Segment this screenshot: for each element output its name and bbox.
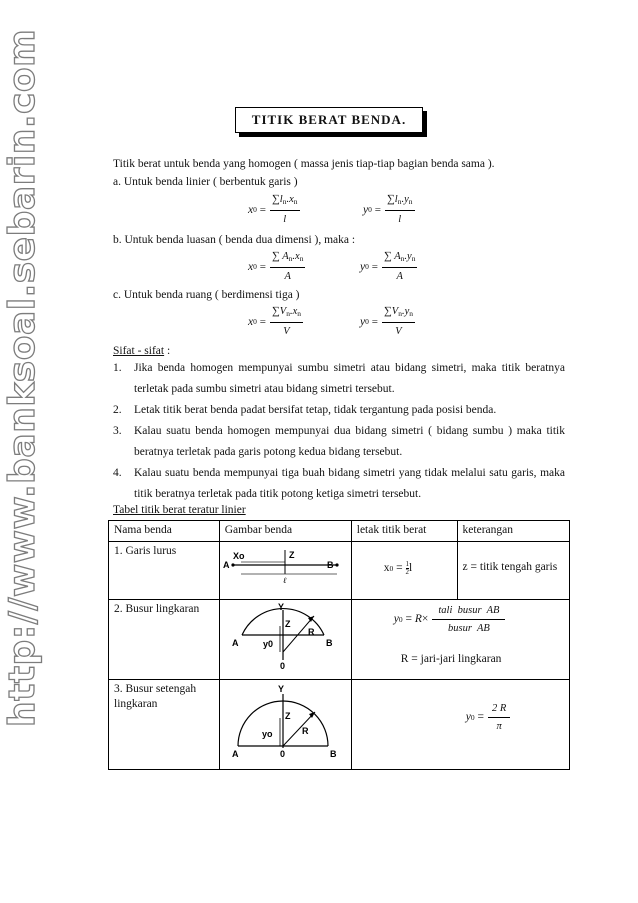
arc-figure bbox=[228, 602, 346, 672]
sifat-item: 3. Kalau suatu benda homogen mempunyai dua bidang simetri ( bidang sumbu ) maka titik beratnya terletak pada garis potong kedua bidang tersebut. bbox=[113, 425, 565, 458]
sifat-item: 2. Letak titik berat benda padat bersifat tetap, tidak tergantung pada posisi benda. bbox=[113, 404, 497, 416]
fig-label-b: B bbox=[326, 560, 334, 570]
fig-label-a: A bbox=[222, 560, 230, 570]
fig-label-l: ℓ bbox=[282, 576, 287, 585]
table-row bbox=[109, 680, 570, 770]
table-row bbox=[109, 542, 570, 600]
fig-label-xo: Xo bbox=[232, 551, 245, 561]
table-header-row bbox=[109, 521, 570, 542]
position-formula: x 0 = $\frac{1}{2}$ l bbox=[383, 560, 413, 576]
arc-formula-cell bbox=[351, 600, 569, 680]
figure-cell bbox=[219, 680, 351, 770]
fig-label-b: B bbox=[329, 749, 337, 759]
section-a-label: a. Untuk benda linier ( berbentuk garis ) bbox=[113, 176, 298, 188]
formula-c-y0: y 0 = $\frac{\sum V_n.y_n}{V}$ bbox=[360, 305, 414, 337]
section-c-label: c. Untuk benda ruang ( berdimensi tiga ) bbox=[113, 289, 300, 301]
row-name: 1. Garis lurus bbox=[109, 542, 220, 600]
fig-label-r: R bbox=[307, 627, 315, 637]
figure-cell bbox=[219, 542, 351, 600]
page-title: TITIK BERAT BENDA. bbox=[235, 107, 423, 133]
semicircle-figure bbox=[228, 682, 346, 762]
figure-cell bbox=[219, 600, 351, 680]
fig-label-origin: 0 bbox=[279, 749, 285, 759]
fig-label-y: Y bbox=[277, 684, 284, 694]
formula-a-x0: x 0 = $\frac{\sum l_n.x_n}{l}$ bbox=[248, 193, 298, 225]
formula-c-x0: x 0 = $\frac{\sum V_n.x_n}{V}$ bbox=[248, 305, 302, 337]
header-cell: Gambar benda bbox=[219, 521, 351, 542]
fig-label-b: B bbox=[325, 638, 333, 648]
row-name: 3. Busur setengah lingkaran bbox=[109, 680, 220, 770]
fig-label-a: A bbox=[231, 638, 239, 648]
sifat-list bbox=[113, 358, 565, 505]
arc-formula: y 0 = R × $\frac{\text{tali busur AB}}{\text{busur AB}}$ bbox=[394, 604, 506, 635]
straight-line-figure bbox=[222, 544, 345, 586]
formula-b-y0: y 0 = $\frac{\sum A_n.y_n}{A}$ bbox=[360, 250, 416, 282]
fig-label-a: A bbox=[231, 749, 239, 759]
formula-a-y0: y 0 = $\frac{\sum l_n.y_n}{l}$ bbox=[363, 193, 413, 225]
header-cell: Nama benda bbox=[109, 521, 220, 542]
fig-label-z: Z bbox=[288, 550, 295, 560]
fig-label-r: R bbox=[301, 726, 309, 736]
semicircle-formula: y 0 = $\frac{2 R}{\pi}$ bbox=[466, 702, 511, 733]
arc-note: R = jari-jari lingkaran bbox=[400, 653, 502, 665]
table-title: Tabel titik berat teratur linier bbox=[113, 504, 246, 516]
fig-label-z: Z bbox=[284, 619, 291, 629]
section-b-label: b. Untuk benda luasan ( benda dua dimensi ), maka : bbox=[113, 234, 356, 246]
table-row bbox=[109, 600, 570, 680]
fig-label-y0: yo bbox=[261, 729, 273, 739]
row-name: 2. Busur lingkaran bbox=[109, 600, 220, 680]
sifat-heading: Sifat - sifat : bbox=[113, 345, 171, 357]
centroid-table bbox=[108, 520, 570, 770]
fig-label-y: Y bbox=[277, 602, 284, 612]
fig-label-y0: y0 bbox=[262, 639, 273, 649]
position-cell bbox=[351, 542, 457, 600]
intro-text: Titik berat untuk benda yang homogen ( massa jenis tiap-tiap bagian benda sama ). bbox=[113, 158, 495, 170]
fig-label-origin: 0 bbox=[279, 661, 285, 671]
watermark-url: http://www.banksoal.sebarin.com bbox=[2, 28, 43, 727]
formula-b-x0: x 0 = $\frac{\sum A_n.x_n}{A}$ bbox=[248, 250, 304, 282]
sifat-item: 1. Jika benda homogen mempunyai sumbu simetri atau bidang simetri, maka titik beratnya terletak pada sumbu simetri atau bidang simetri tersebut. bbox=[113, 362, 565, 395]
fig-label-z: Z bbox=[284, 711, 291, 721]
header-cell: keterangan bbox=[457, 521, 569, 542]
semicircle-formula-cell bbox=[351, 680, 569, 770]
header-cell: letak titik berat bbox=[351, 521, 457, 542]
sifat-item: 4. Kalau suatu benda mempunyai tiga buah bidang simetri yang tidak melalui satu garis, maka titik beratnya terletak pada titik potong ketiga simetri tersebut. bbox=[113, 467, 565, 500]
note-cell: z = titik tengah garis bbox=[457, 542, 569, 600]
